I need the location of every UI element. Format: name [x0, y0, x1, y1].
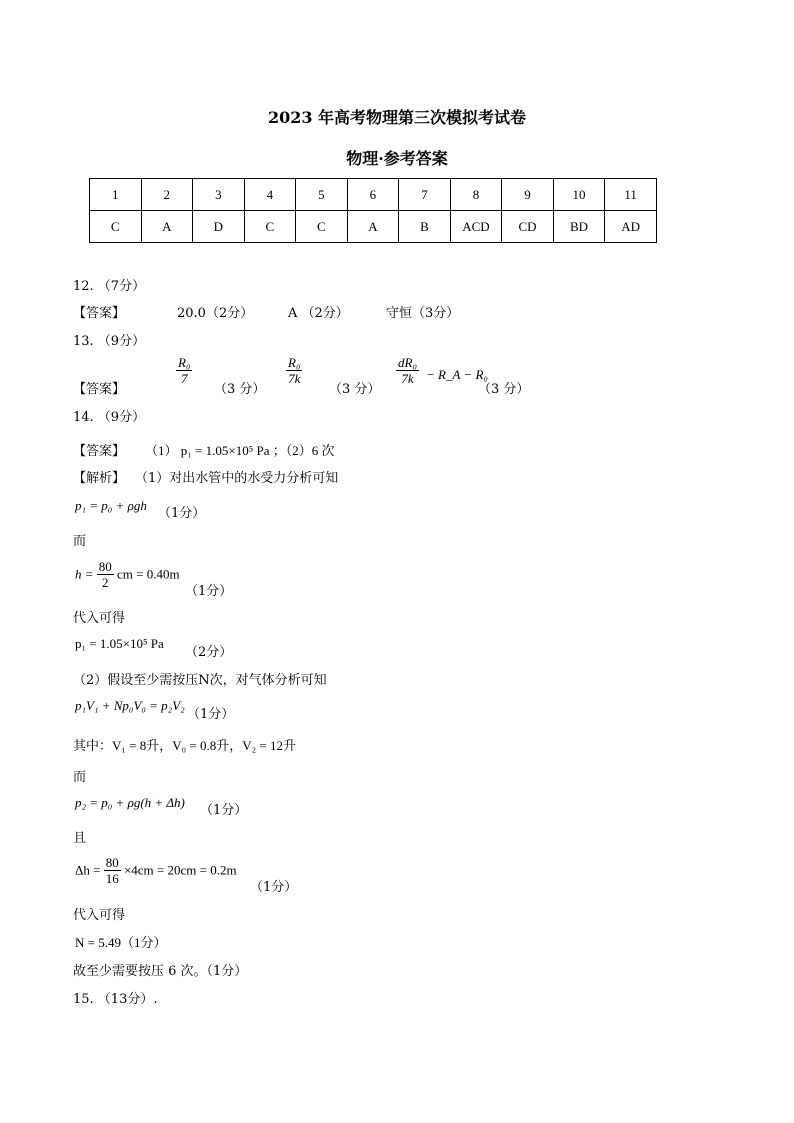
answer-cell: CD: [502, 211, 554, 243]
page-subtitle: 物理·参考答案: [346, 149, 448, 168]
q12-answer-1: 20.0（2分）: [177, 306, 254, 321]
q13-score-2: （3 分）: [329, 382, 381, 397]
answer-cell: BD: [553, 211, 605, 243]
equation-pressure-p2: p₂ = p₀ + ρg(h + Δh): [75, 795, 185, 810]
question-number-cell: 4: [244, 179, 296, 211]
q14-conclusion: 故至少需要按压 6 次。（1分）: [73, 964, 248, 979]
equation-delta-h-rhs: ×4cm = 20cm = 0.2m: [123, 862, 237, 878]
answer-cell: A: [347, 211, 399, 243]
q13-fraction-1-numerator: R₀: [178, 355, 191, 370]
q14-analysis-label: 【解析】: [73, 471, 126, 486]
question-number-cell: 8: [450, 179, 502, 211]
q13-fraction-2-numerator: R₀: [288, 355, 301, 370]
part-2-intro: （2）假设至少需按压N次，对气体分析可知: [73, 673, 327, 688]
answer-cell: C: [244, 211, 296, 243]
volume-values: 其中：V₁ = 8升，V₀ = 0.8升，V₂ = 12升: [73, 738, 297, 753]
q13-fraction-3-tail: − R_A − R₀: [426, 367, 488, 382]
q14-answer-label: 【答案】: [73, 444, 126, 459]
answer-cell: D: [193, 211, 245, 243]
equation-pressure-p1: p₁ = p₀ + ρgh: [75, 498, 147, 513]
q14-heading: 14. （9分）: [73, 410, 146, 425]
substitution-text: 代入可得: [73, 611, 126, 626]
connector-text: 且: [73, 831, 87, 846]
q13-heading: 13. （9分）: [73, 334, 146, 349]
equation-pressure-result: p₁ = 1.05×10⁵ Pa: [75, 636, 164, 651]
q13-fraction-2: [286, 356, 302, 387]
q13-fraction-2-denominator: 7k: [288, 371, 301, 386]
q15-heading: 15. （13分）.: [73, 992, 158, 1007]
connector-text: 而: [73, 770, 87, 785]
answer-table-number-row: [90, 179, 657, 211]
equation-delta-h-lhs: Δh =: [75, 862, 101, 878]
equation-score: （2分）: [185, 645, 233, 660]
answer-cell: C: [90, 211, 142, 243]
answer-cell: B: [399, 211, 451, 243]
equation-delta-h-numerator: 80: [105, 855, 119, 870]
q13-fraction-3-numerator: dR₀: [398, 355, 417, 370]
q13-fraction-1: [176, 356, 192, 387]
question-number-cell: 11: [605, 179, 657, 211]
equation-height-numerator: 80: [98, 559, 112, 574]
equation-gas-law: p₁V₁ + Np₀V₀ = p₂V₂: [75, 698, 185, 713]
question-number-cell: 3: [193, 179, 245, 211]
question-number-cell: 10: [553, 179, 605, 211]
q12-answer-3: 守恒（3分）: [386, 306, 460, 321]
q14-answer-text: （1） p₁ = 1.05×10⁵ Pa ；（2）6 次: [145, 443, 335, 458]
question-number-cell: 7: [399, 179, 451, 211]
substitution-text: 代入可得: [73, 908, 126, 923]
q13-score-1: （3 分）: [214, 382, 266, 397]
q13-fraction-3-denominator: 7k: [401, 371, 414, 386]
q14-analysis-intro: （1）对出水管中的水受力分析可知: [135, 471, 339, 486]
q13-fraction-1-denominator: 7: [180, 371, 188, 386]
q12-heading: 12. （7分）: [73, 279, 146, 294]
equation-score: （1分）: [187, 707, 235, 722]
q13-score-3: （3 分）: [478, 382, 530, 397]
equation-height-denominator: 2: [102, 575, 109, 590]
equation-score: （1分）: [200, 803, 248, 818]
equation-height-lhs: h =: [75, 566, 94, 582]
question-number-cell: 2: [141, 179, 193, 211]
answer-cell: ACD: [450, 211, 502, 243]
equation-n-result: N = 5.49（1分）: [75, 935, 167, 950]
answer-cell: AD: [605, 211, 657, 243]
question-number-cell: 1: [90, 179, 142, 211]
equation-delta-h-denominator: 16: [105, 871, 119, 886]
equation-delta-h: [75, 856, 237, 887]
equation-score: （1分）: [185, 584, 233, 599]
q12-answer-label: 【答案】: [73, 306, 126, 321]
q13-answer-label: 【答案】: [73, 382, 126, 397]
answer-table-answer-row: [90, 211, 657, 243]
answer-cell: C: [296, 211, 348, 243]
equation-height: [75, 560, 180, 591]
answer-cell: A: [141, 211, 193, 243]
question-number-cell: 5: [296, 179, 348, 211]
equation-score: （1分）: [158, 506, 206, 521]
page-title: 2023 年高考物理第三次模拟考试卷: [267, 108, 527, 127]
equation-score: （1分）: [250, 880, 298, 895]
answer-table: [89, 178, 657, 243]
question-number-cell: 9: [502, 179, 554, 211]
q13-fraction-3: [396, 356, 419, 387]
q12-answer-2: A （2分）: [288, 306, 349, 321]
question-number-cell: 6: [347, 179, 399, 211]
connector-text: 而: [73, 534, 87, 549]
equation-height-rhs: cm = 0.40m: [117, 566, 180, 582]
